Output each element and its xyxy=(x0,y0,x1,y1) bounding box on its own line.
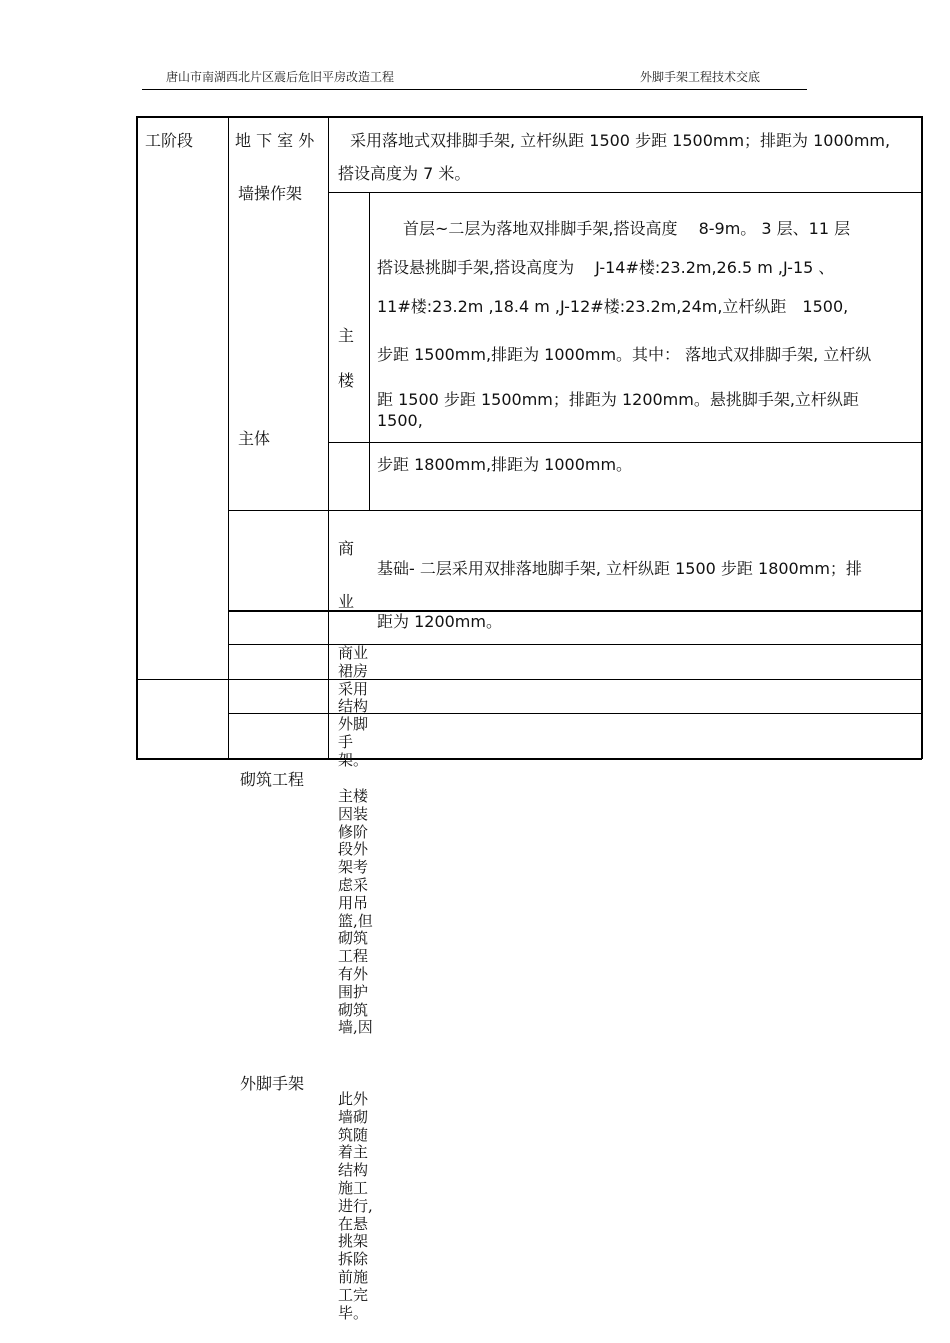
main-text-line: 首层~二层为落地双排脚手架,搭设高度 8-9m。 3 层、11 层 xyxy=(403,219,851,238)
commercial-char1: 商 xyxy=(338,539,355,558)
stage-label: 工阶段 xyxy=(145,131,194,150)
external-scaffold-label: 外脚手架 xyxy=(240,1074,305,1093)
header-project-title: 唐山市南湖西北片区震后危旧平房改造工程 xyxy=(166,70,395,84)
commercial-char2: 业 xyxy=(338,592,355,611)
basement-text-line1: 采用落地式双排脚手架, 立杆纵距 1500 步距 1500mm；排距为 1000mm, xyxy=(350,131,891,150)
main-building-char2: 楼 xyxy=(338,371,355,390)
basement-label-line2: 墙操作架 xyxy=(238,184,303,203)
header-rule xyxy=(142,89,807,90)
main-text-line: 搭设悬挑脚手架,搭设高度为 J-14#楼:23.2m,26.5 m ,J-15 、 xyxy=(377,258,835,277)
commercial-podium-note: 商业裙房采用结构外脚手架。 xyxy=(338,644,369,769)
main-building-char1: 主 xyxy=(338,326,355,345)
commercial-text-line1: 基础- 二层采用双排落地脚手架, 立杆纵距 1500 步距 1800mm；排 xyxy=(377,559,862,578)
basement-label-line1: 地 下 室 外 xyxy=(235,131,315,150)
basement-text-line2: 搭设高度为 7 米。 xyxy=(338,164,471,183)
main-text-line: 步距 1500mm,排距为 1000mm。其中： 落地式双排脚手架, 立杆纵 xyxy=(377,345,872,364)
main-structure-label: 主体 xyxy=(238,429,271,448)
masonry-text-part2: 此外墙砌筑随着主结构施工进行,在悬挑架拆除前施工完毕。 xyxy=(338,1090,373,1322)
masonry-text-part1: 主楼因装修阶段外架考虑采用吊篮,但砌筑工程有外围护砌筑墙,因 xyxy=(338,787,373,1037)
commercial-text-line2: 距为 1200mm。 xyxy=(377,612,502,631)
main-text-line: 距 1500 步距 1500mm；排距为 1200mm。悬挑脚手架,立杆纵距 xyxy=(377,390,859,409)
main-text-line: 1500, xyxy=(377,411,423,430)
main-text-continuation: 步距 1800mm,排距为 1000mm。 xyxy=(377,455,633,474)
masonry-label: 砌筑工程 xyxy=(240,770,305,789)
header-document-title: 外脚手架工程技术交底 xyxy=(640,70,761,84)
main-text-line: 11#楼:23.2m ,18.4 m ,J-12#楼:23.2m,24m,立杆纵距 1500, xyxy=(377,297,849,316)
